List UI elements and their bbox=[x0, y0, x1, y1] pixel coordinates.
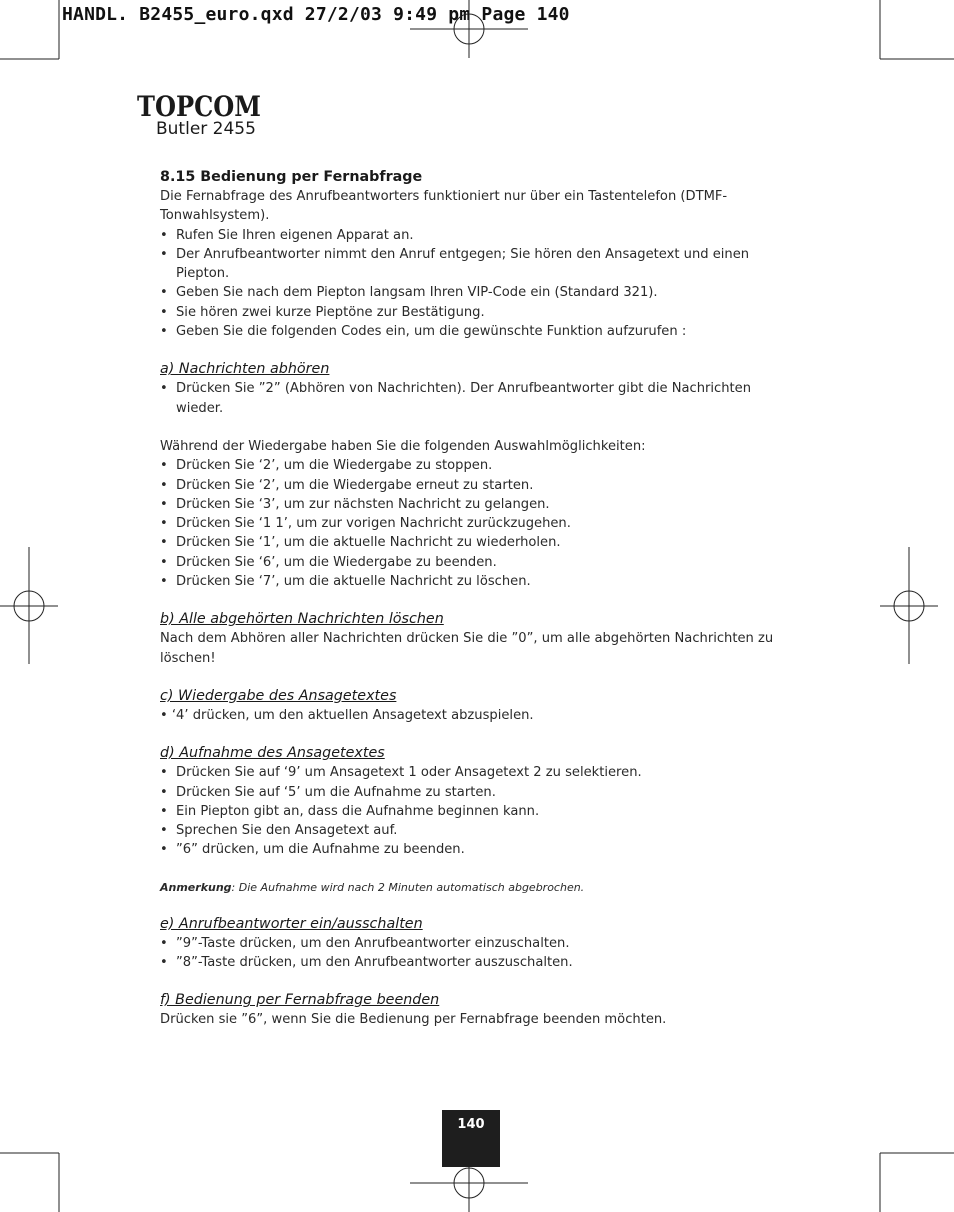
note-text: : Die Aufnahme wird nach 2 Minuten automatisch abgebrochen. bbox=[231, 880, 585, 894]
list-item: • Drücken Sie ‘1’, um die aktuelle Nachricht zu wiederholen. bbox=[160, 533, 800, 552]
subsection-title-c: c) Wiedergabe des Ansagetextes bbox=[160, 687, 397, 704]
section-a-list bbox=[160, 379, 800, 418]
logo-text: TOPCOM bbox=[137, 90, 261, 122]
subsection-title-a: a) Nachrichten abhören bbox=[160, 361, 330, 378]
list-item: • Drücken Sie ‘2’, um die Wiedergabe zu stoppen. bbox=[160, 456, 800, 475]
list-item: • Drücken Sie ‘7’, um die aktuelle Nachricht zu löschen. bbox=[160, 572, 800, 591]
subsection-title-e: e) Anrufbeantworter ein/ausschalten bbox=[160, 915, 423, 932]
list-item: • Drücken Sie ”2” (Abhören von Nachrichten). Der Anrufbeantworter gibt die Nachrichten wieder. bbox=[160, 379, 800, 418]
subsection-title-d: d) Aufnahme des Ansagetextes bbox=[160, 745, 385, 762]
list-item: • Der Anrufbeantworter nimmt den Anruf entgegen; Sie hören den Ansagetext und einen Piepton. bbox=[160, 245, 800, 284]
note bbox=[160, 879, 800, 896]
section-heading: 8.15 Bedienung per Fernabfrage bbox=[160, 169, 423, 185]
options-intro: Während der Wiedergabe haben Sie die folgenden Auswahlmöglichkeiten: bbox=[160, 438, 646, 454]
list-item: • Rufen Sie Ihren eigenen Apparat an. bbox=[160, 226, 800, 245]
list-item: • Ein Piepton gibt an, dass die Aufnahme beginnen kann. bbox=[160, 802, 800, 821]
list-item: • Sprechen Sie den Ansagetext auf. bbox=[160, 821, 800, 840]
section-e-list bbox=[160, 934, 800, 973]
list-item: • Drücken Sie auf ‘9’ um Ansagetext 1 oder Ansagetext 2 zu selektieren. bbox=[160, 763, 800, 782]
section-f-text: Drücken sie ”6”, wenn Sie die Bedienung per Fernabfrage beenden möchten. bbox=[160, 1012, 667, 1028]
list-item: • Drücken Sie auf ‘5’ um die Aufnahme zu starten. bbox=[160, 783, 800, 802]
list-item: • Geben Sie die folgenden Codes ein, um die gewünschte Funktion aufzurufen : bbox=[160, 322, 800, 341]
section-b-text: Nach dem Abhören aller Nachrichten drücken Sie die ”0”, um alle abgehörten Nachrichten zu löschen! bbox=[160, 631, 774, 666]
list-item: • Geben Sie nach dem Piepton langsam Ihren VIP-Code ein (Standard 321). bbox=[160, 283, 800, 302]
list-item: • Drücken Sie ‘6’, um die Wiedergabe zu beenden. bbox=[160, 553, 800, 572]
model-name: Butler 2455 bbox=[156, 119, 256, 139]
page-number: 140 bbox=[442, 1110, 500, 1167]
intro-bullet-list bbox=[160, 226, 800, 342]
list-item: • ”9”-Taste drücken, um den Anrufbeantworter einzuschalten. bbox=[160, 934, 800, 953]
subsection-title-f: f) Bedienung per Fernabfrage beenden bbox=[160, 992, 440, 1009]
note-label: Anmerkung bbox=[160, 880, 232, 894]
topcom-logo bbox=[137, 88, 267, 122]
subsection-title-b: b) Alle abgehörten Nachrichten löschen bbox=[160, 611, 444, 628]
list-item: • Drücken Sie ‘1 1’, um zur vorigen Nachricht zurückzugehen. bbox=[160, 514, 800, 533]
list-item: • ”6” drücken, um die Aufnahme zu beenden. bbox=[160, 840, 800, 859]
manual-content bbox=[160, 168, 800, 1030]
section-d-list bbox=[160, 763, 800, 859]
intro-text: Die Fernabfrage des Anrufbeantworters funktioniert nur über ein Tastentelefon (DTMF-Tonwahlsystem). bbox=[160, 189, 728, 224]
list-item: • ”8”-Taste drücken, um den Anrufbeantworter auszuschalten. bbox=[160, 953, 800, 972]
print-slug: HANDL. B2455_euro.qxd 27/2/03 9:49 pm Page 140 bbox=[62, 4, 570, 25]
section-c-text: • ‘4’ drücken, um den aktuellen Ansagetext abzuspielen. bbox=[160, 707, 534, 723]
list-item: • Sie hören zwei kurze Pieptöne zur Bestätigung. bbox=[160, 303, 800, 322]
playback-options-list bbox=[160, 456, 800, 591]
list-item: • Drücken Sie ‘2’, um die Wiedergabe erneut zu starten. bbox=[160, 476, 800, 495]
list-item: • Drücken Sie ‘3’, um zur nächsten Nachricht zu gelangen. bbox=[160, 495, 800, 514]
